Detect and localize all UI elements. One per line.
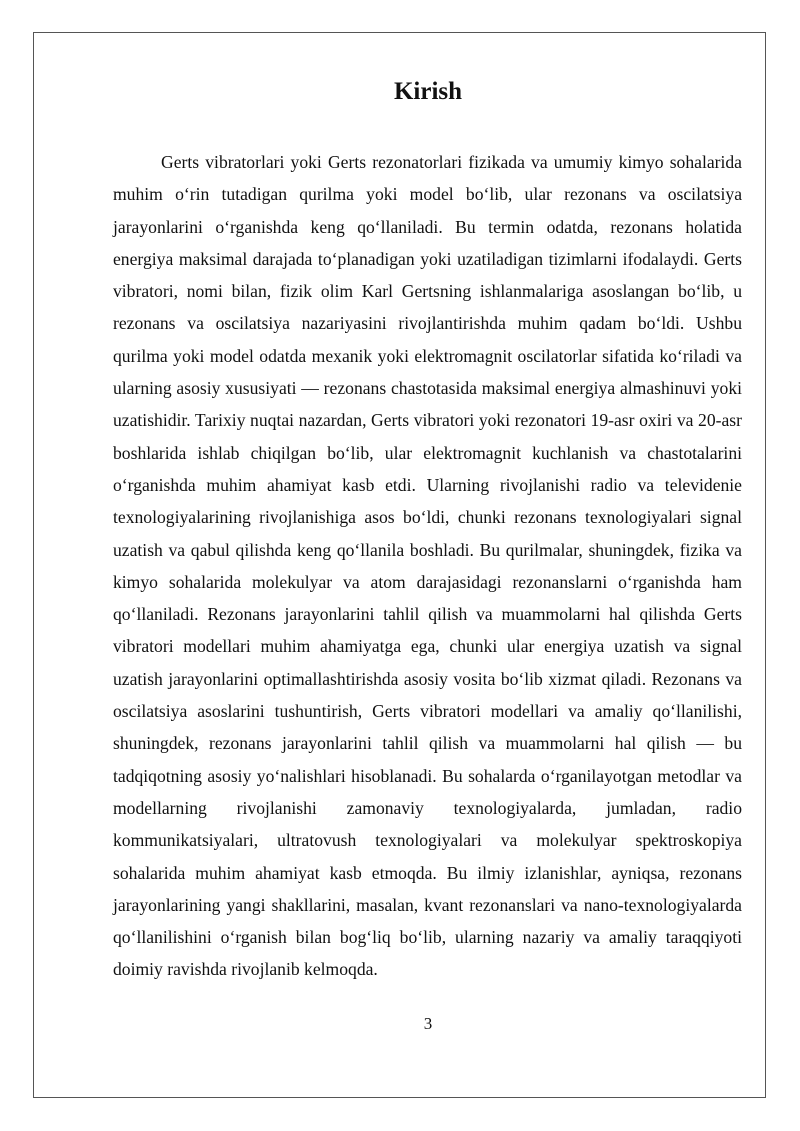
- page-title: Kirish: [393, 78, 463, 105]
- page-number: 3: [423, 1014, 433, 1033]
- body-paragraph: Gerts vibratorlari yoki Gerts rezonatorlari fizikada va umumiy kimyo sohalarida muhim o‘rin tutadigan qurilma yoki model bo‘lib, ular rezonans va oscilatsiya jarayonlarini o‘rganishda keng qo‘llaniladi. Bu termin odatda, rezonans holatida energiya maksimal darajada to‘planadigan yoki uzatiladigan tizimlarni ifodalaydi. Gerts vibratori, nomi bilan, fizik olim Karl Gertsning ishlanmalariga asoslangan bo‘lib, u rezonans va oscilatsiya nazariyasini rivojlantirishda muhim qadam bo‘ldi. Ushbu qurilma yoki model odatda mexanik yoki elektromagnit oscilatorlar sifatida ko‘riladi va ularning asosiy xususiyati — rezonans chastotasida maksimal energiya almashinuvi yoki uzatishidir. Tarixiy nuqtai nazardan, Gerts vibratori yoki rezonatori 19-asr oxiri va 20-asr boshlarida ishlab chiqilgan bo‘lib, ular elektromagnit kuchlanish va chastotalarini o‘rganishda muhim ahamiyat kasb etdi. Ularning rivojlanishi radio va televidenie texnologiyalarining rivojlanishiga asos bo‘ldi, chunki rezonans texnologiyalari signal uzatish va qabul qilishda keng qo‘llanila boshladi. Bu qurilmalar, shuningdek, fizika va kimyo sohalarida molekulyar va atom darajasidagi rezonanslarni o‘rganishda ham qo‘llaniladi. Rezonans jarayonlarini tahlil qilish va muammolarni hal qilishda Gerts vibratori modellari muhim ahamiyatga ega, chunki ular energiya uzatish va signal uzatish jarayonlarini optimallashtirishda asosiy vosita bo‘lib xizmat qiladi. Rezonans va oscilatsiya asoslarini tushuntirish, Gerts vibratori modellari va amaliy qo‘llanilishi, shuningdek, rezonans jarayonlarini tahlil qilish va muammolarni hal qilish — bu tadqiqotning asosiy yo‘nalishlari hisoblanadi. Bu sohalarda o‘rganilayotgan metodlar va modellarning rivojlanishi zamonaviy texnologiyalarda, jumladan, radio kommunikatsiyalari, ultratovush texnologiyalari va molekulyar spektroskopiya sohalarida muhim ahamiyat kasb etmoqda. Bu ilmiy izlanishlar, ayniqsa, rezonans jarayonlarining yangi shakllarini, masalan, kvant rezonanslari va nano-texnologiyalarda qo‘llanilishini o‘rganish bilan bog‘liq bo‘lib, ularning nazariy va amaliy taraqqiyoti doimiy ravishda rivojlanib kelmoqda.: [113, 152, 742, 980]
